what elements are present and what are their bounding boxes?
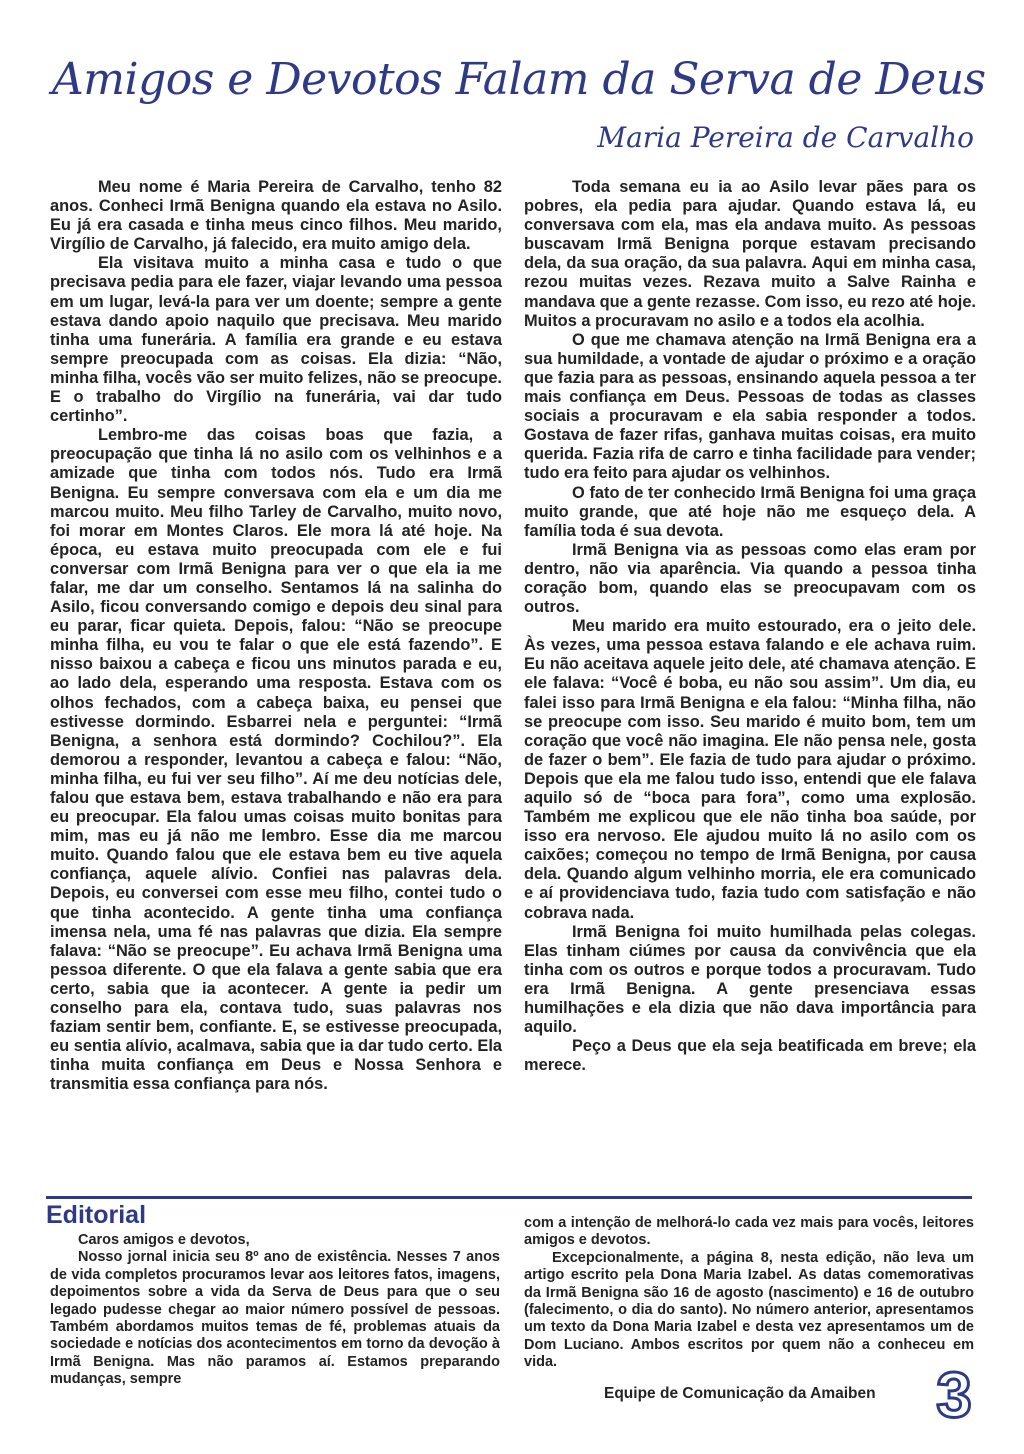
article-column-right [524, 178, 976, 1075]
article-author: Maria Pereira de Carvalho [597, 121, 974, 154]
article-paragraph: Ela visitava muito a minha casa e tudo o que precisava pedia para ele fazer, viajar levando uma pessoa em um lugar, levá-la para ver um doente; sempre a gente estava dando apoio naquilo que precisava. Meu marido tinha uma funerária. A família era grande e eu estava sempre preocupada com as coisas. Ela dizia: “Não, minha filha, vocês vão ser muito felizes, não se preocupe. E o trabalho do Virgílio na funerária, vai dar tudo certinho”. [50, 254, 502, 426]
article-paragraph: Peço a Deus que ela seja beatificada em breve; ela merece. [524, 1037, 976, 1075]
article-paragraph: Irmã Benigna via as pessoas como elas eram por dentro, não via aparência. Via quando a pessoa tinha coração bom, quando elas se preocupavam com os outros. [524, 540, 976, 617]
editorial-heading: Editorial [46, 1201, 147, 1229]
section-divider [46, 1196, 972, 1199]
editorial-signature: Equipe de Comunicação da Amaiben [604, 1385, 876, 1402]
editorial-paragraph: Nosso jornal inicia seu 8º ano de existência. Nesses 7 anos de vida completos procuramos levar aos leitores fatos, imagens, depoimentos sobre a vida da Serva de Deus para que o seu legado pudesse chegar ao maior número possível de pessoas. Também abordamos muitos temas de fé, problemas atuais da sociedade e notícias dos acontecimentos em torno da devoção à Irmã Benigna. Mas não paramos aí. Estamos preparando mudanças, sempre [50, 1249, 500, 1388]
page-title: Amigos e Devotos Falam da Serva de Deus [52, 54, 986, 105]
article-paragraph: Meu nome é Maria Pereira de Carvalho, tenho 82 anos. Conheci Irmã Benigna quando ela estava no Asilo. Eu já era casada e tinha meus cinco filhos. Meu marido, Virgílio de Carvalho, já falecido, era muito amigo dela. [50, 178, 502, 254]
article-paragraph: Irmã Benigna foi muito humilhada pelas colegas. Elas tinham ciúmes por causa da convivência que ela tinha com os outros e porque todos a procuravam. Tudo era Irmã Benigna. A gente presenciava essas humilhações e ela dizia que não dava importância para aquilo. [524, 922, 976, 1037]
editorial-greeting: Caros amigos e devotos, [78, 1232, 250, 1248]
article-column-left [50, 178, 502, 1095]
editorial-continuation: com a intenção de melhorá-lo cada vez mais para vocês, leitores amigos e devotos. [524, 1215, 974, 1249]
article-paragraph: O fato de ter conhecido Irmã Benigna foi uma graça muito grande, que até hoje não me esqueço dela. A família toda é sua devota. [524, 483, 976, 540]
article-paragraph: Lembro-me das coisas boas que fazia, a preocupação que tinha lá no asilo com os velhinhos e a amizade que tinha com todos nós. Tudo era Irmã Benigna. Eu sempre conversava com ela e um dia me marcou muito. Meu filho Tarley de Carvalho, muito novo, foi morar em Montes Claros. Ele mora lá até hoje. Na época, eu estava muito preocupada com ele e fui conversar com Irmã Benigna para ver o que ela ia me falar, me dar um conselho. Sentamos lá na salinha do Asilo, ficou conversando comigo e depois deu sinal para eu parar, ficar quieta. Depois, falou: “Não se preocupe minha filha, eu vou te falar o que ele está fazendo”. E nisso baixou a cabeça e ficou uns minutos parada e eu, ao lado dela, esperando uma resposta. Estava com os olhos fechados, com a cabeça baixa, eu pensei que estivesse dormindo. Esbarrei nela e perguntei: “Irmã Benigna, a senhora está dormindo? Cochilou?”. Ela demorou a responder, levantou a cabeça e falou: “Não, minha filha, eu fui ver seu filho”. Aí me deu notícias dele, falou que estava bem, estava trabalhando e não era para eu preocupar. Ela falou umas coisas muito bonitas para mim, mas eu já não me lembro. Esse dia me marcou muito. Quando falou que ele estava bem eu tive aquela confiança, aquele alívio. Confiei nas palavras dela. Depois, eu conversei com esse meu filho, contei tudo o que tinha acontecido. A gente tinha uma confiança imensa nela, uma fé nas palavras que dizia. Ela sempre falava: “Não se preocupe”. Eu achava Irmã Benigna uma pessoa diferente. O que ela falava a gente sabia que era certo, sabia que ia acontecer. A gente ia pedir um conselho para ela, contava tudo, suas palavras nos faziam sentir bem, confiante. E, se estivesse preocupada, eu sentia alívio, acalmava, sabia que ia dar tudo certo. Ela tinha muita confiança em Deus e Nossa Senhora e transmitia essa confiança para nós. [50, 426, 502, 1094]
editorial-paragraph: Excepcionalmente, a página 8, nesta edição, não leva um artigo escrito pela Dona Maria Izabel. As datas comemorativas da Irmã Benigna são 16 de agosto (nascimento) e 16 de outubro (falecimento, o dia do santo). No número anterior, apresentamos um texto da Dona Maria Izabel e desta vez apresentamos um de Dom Luciano. Ambos escritos por quem não a conheceu em vida. [524, 1249, 974, 1371]
article-paragraph: Meu marido era muito estourado, era o jeito dele. Às vezes, uma pessoa estava falando e ele achava ruim. Eu não aceitava aquele jeito dele, até chamava atenção. E ele falava: “Você é boba, eu não sou assim”. Um dia, eu falei isso para Irmã Benigna e ela falou: “Minha filha, não se preocupe com isso. Seu marido é muito bom, tem um coração que você não imagina. Ele não pensa nele, gosta de fazer o bem”. Ele fazia de tudo para ajudar o próximo. Depois que ela me falou tudo isso, entendi que ele falava aquilo só de “boca para fora”, como uma explosão. Também me explicou que ele não tinha boa saúde, por isso era nervoso. Ele ajudou muito lá no asilo com os caixões; começou no tempo de Irmã Benigna, por causa dela. Quando algum velhinho morria, ele era comunicado e aí providenciava tudo, fazia tudo com satisfação e não cobrava nada. [524, 617, 976, 922]
editorial-column-right [524, 1215, 974, 1372]
page-number: 3 [936, 1359, 972, 1431]
editorial-column-left [50, 1232, 500, 1389]
article-paragraph: Toda semana eu ia ao Asilo levar pães para os pobres, ela pedia para ajudar. Quando estava lá, eu conversava com ela, mas ela andava muito. As pessoas buscavam Irmã Benigna porque estavam precisando dela, da sua oração, da sua palavra. Aqui em minha casa, rezou muitas vezes. Rezava muito a Salve Rainha e mandava que a gente rezasse. Com isso, eu rezo até hoje. Muitos a procuravam no asilo e a todos ela acolhia. [524, 178, 976, 330]
article-paragraph: O que me chamava atenção na Irmã Benigna era a sua humildade, a vontade de ajudar o próximo e a oração que fazia para as pessoas, ensinando aquela pessoa a ter mais confiança em Deus. Pessoas de todas as classes sociais a procuravam e ela sabia responder a todos. Gostava de fazer rifas, ganhava muitas coisas, era muito querida. Fazia rifa de carro e tinha facilidade para vender; tudo era feito para ajudar os velhinhos. [524, 330, 976, 483]
